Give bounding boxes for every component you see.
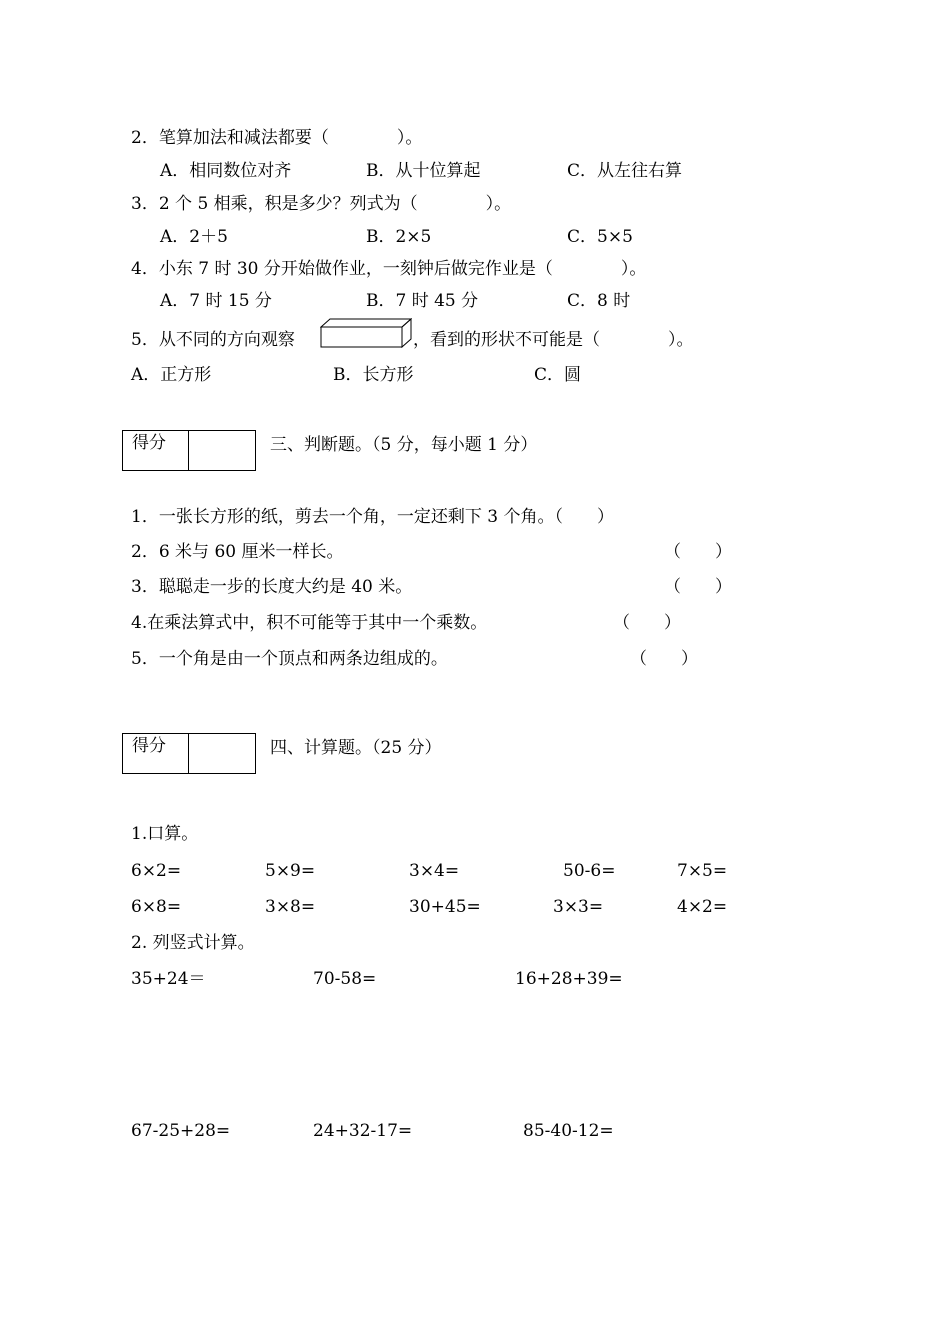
oral-item: 3×8= <box>265 897 316 917</box>
question-3: 3．2 个 5 相乘，积是多少？列式为（ ）。 <box>131 194 512 214</box>
oral-item: 4×2= <box>677 897 728 917</box>
q2-option-b: B．从十位算起 <box>366 161 481 181</box>
judge-item-2: 2．6 米与 60 厘米一样长。 <box>131 542 344 562</box>
q3-option-a: A．2＋5 <box>160 227 228 247</box>
question-5-after: ，看到的形状不可能是（ ）。 <box>413 330 694 350</box>
q3-option-b: B．2×5 <box>366 227 432 247</box>
judge-item-3-paren[interactable]: （ ） <box>664 577 732 597</box>
oral-item: 3×3= <box>553 897 604 917</box>
score-box-calc <box>122 733 256 774</box>
q4-option-b: B．7 时 45 分 <box>366 291 479 311</box>
judge-item-5-paren[interactable]: （ ） <box>630 649 698 669</box>
score-field[interactable] <box>189 734 255 773</box>
q4-option-a: A．7 时 15 分 <box>160 291 272 311</box>
vertical-item: 67-25+28= <box>131 1121 231 1141</box>
oral-item: 30+45= <box>409 897 481 917</box>
question-2: 2．笔算加法和减法都要（ ）。 <box>131 128 423 148</box>
judge-item-5: 5．一个角是由一个顶点和两条边组成的。 <box>131 649 448 669</box>
vertical-item: 70-58= <box>313 969 377 989</box>
oral-item: 3×4= <box>409 861 460 881</box>
vertical-item: 35+24＝ <box>131 969 206 989</box>
oral-calc-title: 1.口算。 <box>131 824 199 844</box>
q5-option-a: A．正方形 <box>131 365 212 385</box>
calc-section-title: 四、计算题。（25 分） <box>270 738 442 758</box>
score-box-judge <box>122 430 256 471</box>
judge-item-4-paren[interactable]: （ ） <box>613 613 681 633</box>
q3-option-c: C．5×5 <box>567 227 633 247</box>
q5-option-c: C．圆 <box>534 365 582 385</box>
judge-section-title: 三、判断题。（5 分，每小题 1 分） <box>270 435 538 455</box>
question-4: 4．小东 7 时 30 分开始做作业，一刻钟后做完作业是（ ）。 <box>131 259 647 279</box>
question-5-before: 5．从不同的方向观察 <box>131 330 295 350</box>
judge-item-2-paren[interactable]: （ ） <box>664 542 732 562</box>
oral-item: 6×8= <box>131 897 182 917</box>
judge-item-3: 3．聪聪走一步的长度大约是 40 米。 <box>131 577 413 597</box>
q2-option-a: A．相同数位对齐 <box>160 161 292 181</box>
judge-item-4: 4.在乘法算式中，积不可能等于其中一个乘数。 <box>131 613 488 633</box>
vertical-item: 85-40-12= <box>523 1121 614 1141</box>
vertical-calc-title: 2. 列竖式计算。 <box>131 933 255 953</box>
score-label: 得分 <box>123 734 189 773</box>
q5-option-b: B．长方形 <box>333 365 414 385</box>
oral-item: 5×9= <box>265 861 316 881</box>
oral-item: 6×2= <box>131 861 182 881</box>
vertical-item: 24+32-17= <box>313 1121 413 1141</box>
q2-option-c: C．从左往右算 <box>567 161 683 181</box>
oral-item: 7×5= <box>677 861 728 881</box>
score-field[interactable] <box>189 431 255 470</box>
vertical-item: 16+28+39= <box>515 969 623 989</box>
cuboid-figure <box>320 318 412 348</box>
judge-item-1: 1．一张长方形的纸，剪去一个角，一定还剩下 3 个角。（ ） <box>131 507 614 527</box>
oral-item: 50-6= <box>563 861 616 881</box>
score-label: 得分 <box>123 431 189 470</box>
q4-option-c: C．8 时 <box>567 291 631 311</box>
